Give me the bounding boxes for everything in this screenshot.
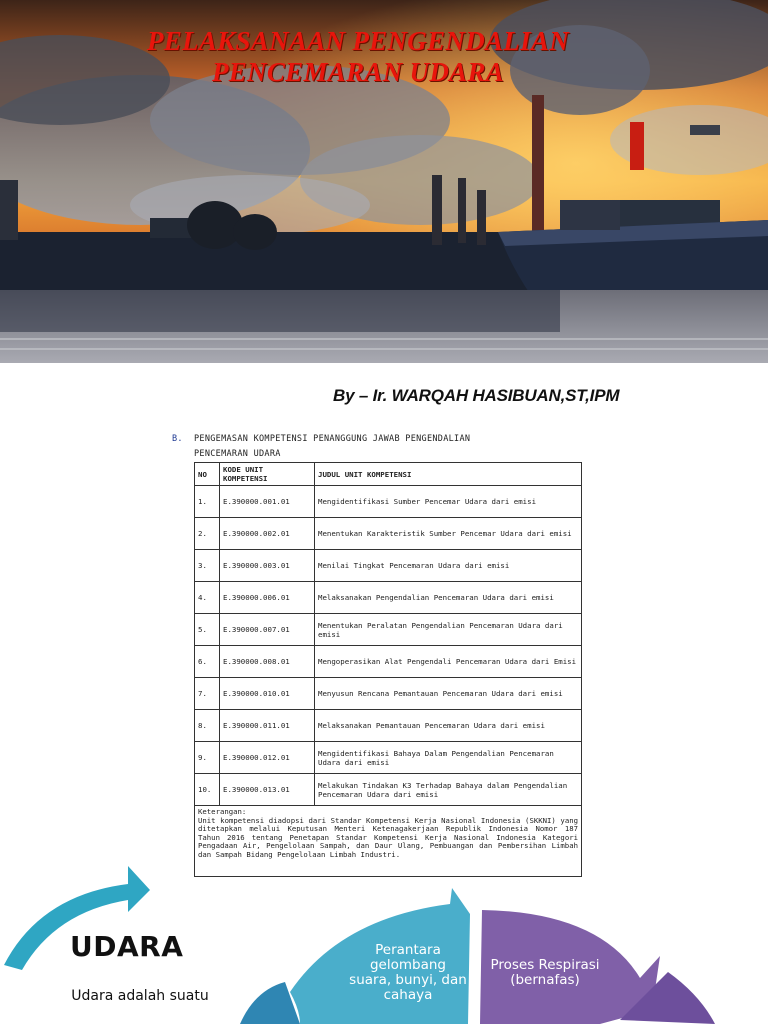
unit-code: E.390000.007.01 (220, 614, 315, 646)
unit-title: Menentukan Peralatan Pengendalian Pencemaran Udara dari emisi (315, 614, 582, 646)
table-row (195, 614, 582, 646)
table-row (195, 486, 582, 518)
unit-title: Mengidentifikasi Bahaya Dalam Pengendalian Pencemaran Udara dari emisi (315, 742, 582, 774)
note-label: Keterangan: (198, 807, 247, 816)
row-number: 7. (195, 678, 220, 710)
page-title (0, 26, 716, 88)
unit-code: E.390000.006.01 (220, 582, 315, 614)
udara-diagram (0, 860, 768, 1024)
row-number: 2. (195, 518, 220, 550)
unit-code: E.390000.010.01 (220, 678, 315, 710)
unit-code: E.390000.001.01 (220, 486, 315, 518)
row-number: 8. (195, 710, 220, 742)
row-number: 9. (195, 742, 220, 774)
row-number: 10. (195, 774, 220, 806)
header-no: NO (195, 463, 220, 486)
table-row (195, 646, 582, 678)
table-row (195, 710, 582, 742)
unit-title: Mengidentifikasi Sumber Pencemar Udara dari emisi (315, 486, 582, 518)
unit-code: E.390000.008.01 (220, 646, 315, 678)
unit-code: E.390000.003.01 (220, 550, 315, 582)
diagram-description: Udara adalah suatu (71, 988, 209, 1004)
table-header-row (195, 463, 582, 486)
segment-2-label: Proses Respirasi (bernafas) (490, 957, 600, 988)
title-line-2: PENCEMARAN UDARA (211, 57, 505, 87)
row-number: 5. (195, 614, 220, 646)
table-row (195, 582, 582, 614)
unit-code: E.390000.011.01 (220, 710, 315, 742)
unit-title: Mengoperasikan Alat Pengendali Pencemaran Udara dari Emisi (315, 646, 582, 678)
note-text: Unit kompetensi diadopsi dari Standar Kompetensi Kerja Nasional Indonesia (SKKNI) yang ditetapkan melalui Keputusan Menteri Ketenagakerjaan Republik Indonesia Nomor 187 Tahun 2016 tentang Penetapan Standar Kompetensi Kerja Nasional Indonesia Kategori Pengadaan Air, Pengelolaan Sampah, dan Daur Ulang, Pembuangan dan Pembersihan Limbah dan Sampah Bidang Pengelolaan Limbah Industri. (198, 815, 578, 859)
segment-1-label: Perantara gelombang suara, bunyi, dan cahaya (349, 942, 467, 1003)
competency-table (194, 462, 582, 877)
row-number: 6. (195, 646, 220, 678)
unit-code: E.390000.012.01 (220, 742, 315, 774)
unit-title: Melaksanakan Pengendalian Pencemaran Udara dari emisi (315, 582, 582, 614)
header-code: KODE UNIT KOMPETENSI (220, 463, 315, 486)
segment-0-shape (240, 982, 300, 1024)
table-row (195, 774, 582, 806)
row-number: 4. (195, 582, 220, 614)
table-row (195, 742, 582, 774)
section-letter: B. (172, 434, 183, 444)
unit-code: E.390000.013.01 (220, 774, 315, 806)
unit-code: E.390000.002.01 (220, 518, 315, 550)
section-heading (172, 432, 582, 462)
unit-title: Menyusun Rencana Pemantauan Pencemaran Udara dari emisi (315, 678, 582, 710)
author-credit: By – Ir. WARQAH HASIBUAN,ST,IPM (333, 386, 620, 405)
row-number: 3. (195, 550, 220, 582)
heading-line-1: PENGEMASAN KOMPETENSI PENANGGUNG JAWAB PENGENDALIAN (194, 434, 471, 444)
heading-line-2: PENCEMARAN UDARA (194, 449, 281, 459)
unit-title: Melakukan Tindakan K3 Terhadap Bahaya dalam Pengendalian Pencemaran Udara dari emisi (315, 774, 582, 806)
unit-title: Melaksanakan Pemantauan Pencemaran Udara dari emisi (315, 710, 582, 742)
unit-title: Menilai Tingkat Pencemaran Udara dari emisi (315, 550, 582, 582)
diagram-title: UDARA (70, 930, 184, 963)
table-row (195, 678, 582, 710)
unit-title: Menentukan Karakteristik Sumber Pencemar Udara dari emisi (315, 518, 582, 550)
title-line-1: PELAKSANAAN PENGENDALIAN (146, 26, 570, 56)
hero-banner (0, 0, 768, 363)
table-row (195, 550, 582, 582)
row-number: 1. (195, 486, 220, 518)
table-body (195, 486, 582, 806)
header-title: JUDUL UNIT KOMPETENSI (315, 463, 582, 486)
table-row (195, 518, 582, 550)
